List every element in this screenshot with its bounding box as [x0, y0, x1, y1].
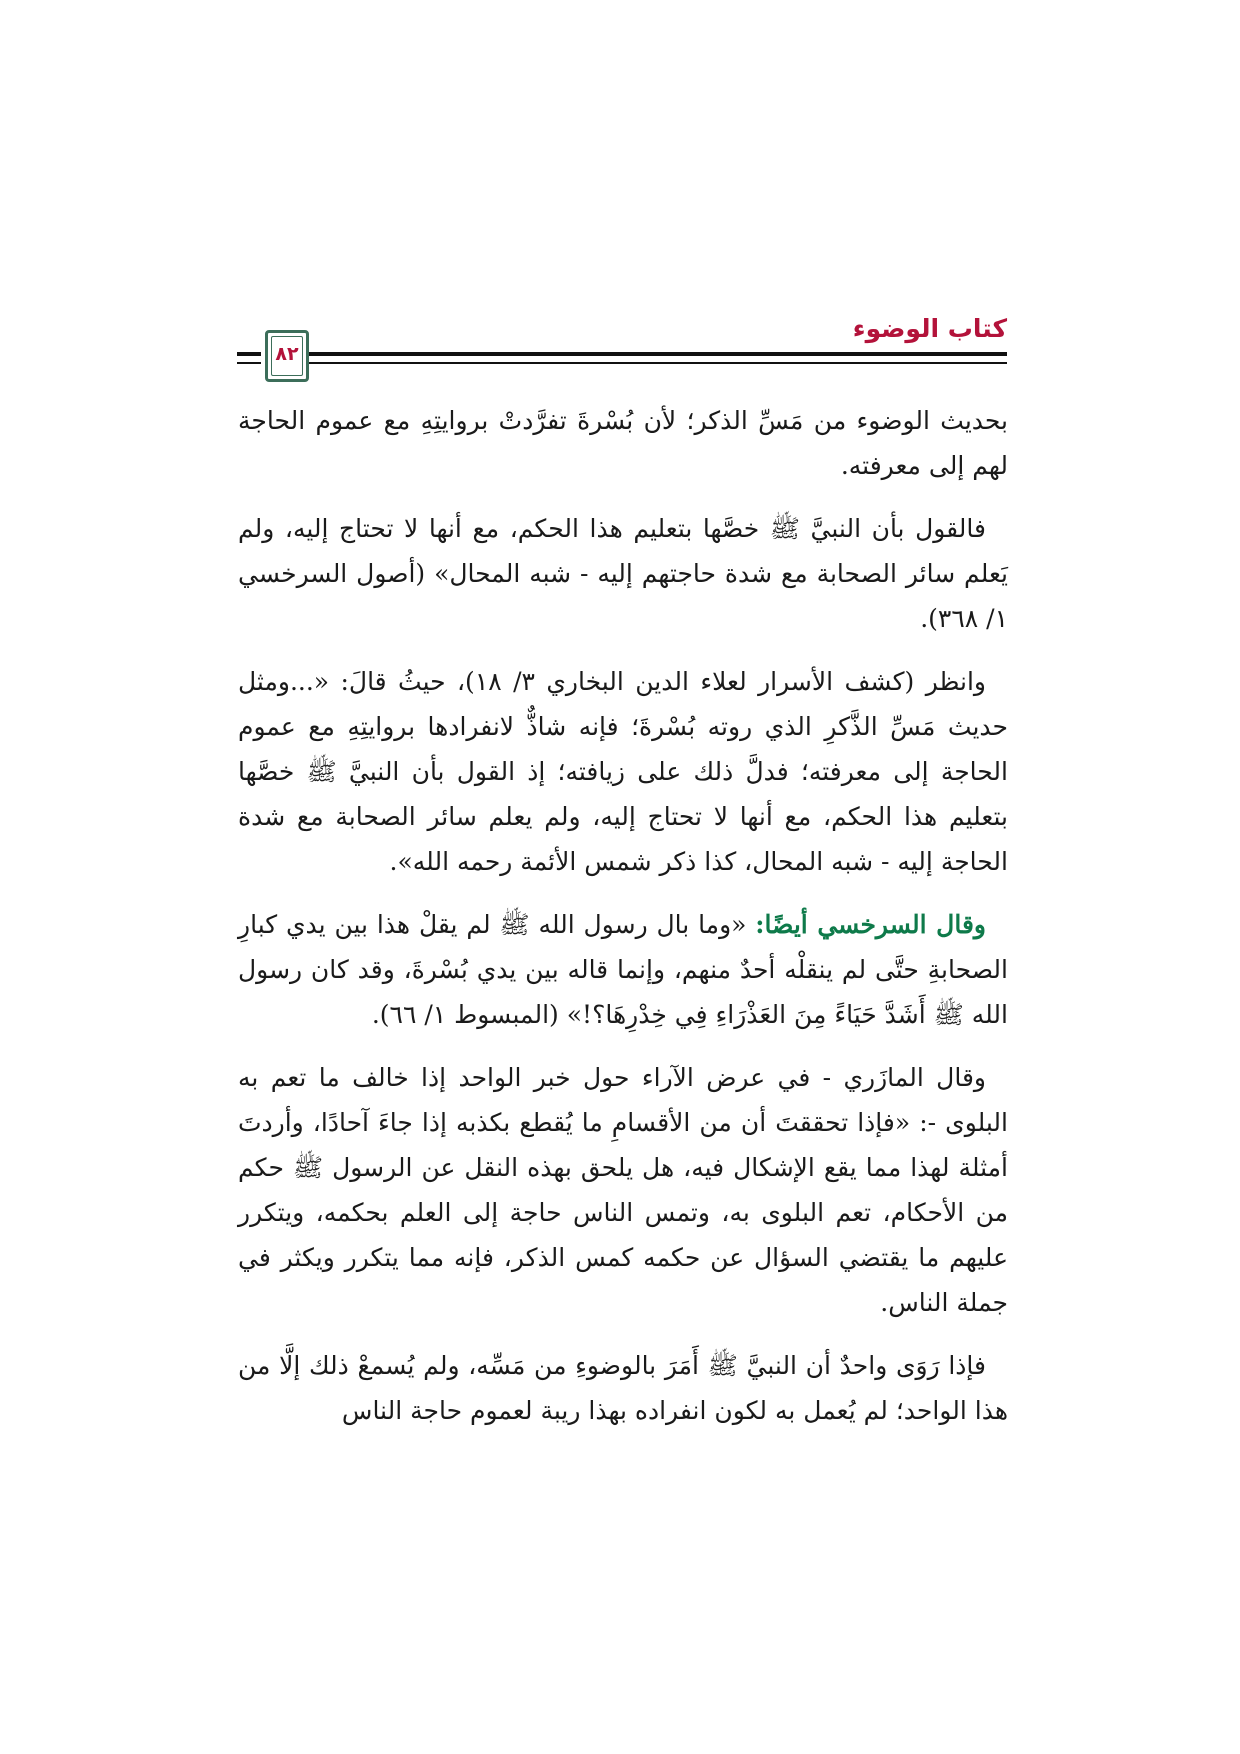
paragraph-3-text: وانظر (كشف الأسرار لعلاء الدين البخاري ٣/ ١٨)، حيثُ قالَ: «...ومثل حديث مَسِّ الذَّكرِ الذي روته بُسْرةَ؛ فإنه شاذٌّ لانفرادها بروايتِهِ مع عموم الحاجة إلى معرفته؛ فدلَّ ذلك على زيافته؛ إذ القول بأن النبيَّ ﷺ خصَّها بتعليم هذا الحكم، مع أنها لا تحتاج إليه، ولم يعلم سائر الصحابة مع شدة الحاجة إليه - شبه المحال، كذا ذكر شمس الأئمة رحمه الله». — [238, 667, 1008, 876]
paragraph-1 — [238, 398, 1008, 488]
paragraph-6 — [238, 1343, 1008, 1433]
header-rule-left-thin — [237, 362, 261, 364]
header-rule-thick — [309, 352, 1007, 356]
paragraph-4 — [238, 902, 1008, 1037]
paragraph-1-text: بحديث الوضوء من مَسِّ الذكر؛ لأن بُسْرةَ تفرَّدتْ بروايتِهِ مع عموم الحاجة لهم إلى معرفته. — [238, 406, 1008, 480]
paragraph-5-text: وقال المازَري - في عرض الآراء حول خبر الواحد إذا خالف ما تعم به البلوى -: «فإذا تحققتَ أن من الأقسامِ ما يُقطع بكذبه إذا جاءَ آحادًا، وأردتَ أمثلة لهذا مما يقع الإشكال فيه، هل يلحق بهذه النقل عن الرسول ﷺ حكم من الأحكام، تعم البلوى به، وتمس الناس حاجة إلى العلم بحكمه، ويتكرر عليهم ما يقتضي السؤال عن حكمه كمس الذكر، فإنه مما يتكرر ويكثر في جملة الناس. — [238, 1063, 1008, 1317]
header-rule-left-thick — [237, 352, 261, 356]
page-header — [237, 312, 1007, 386]
paragraph-2-text: فالقول بأن النبيَّ ﷺ خصَّها بتعليم هذا الحكم، مع أنها لا تحتاج إليه، ولم يَعلم سائر الصحابة مع شدة حاجتهم إليه - شبه المحال» (أصول السرخسي ١/ ٣٦٨). — [238, 514, 1008, 633]
page-body — [238, 398, 1008, 1451]
paragraph-4-text: «وما بال رسول الله ﷺ لم يقلْ هذا بين يدي كبارِ الصحابةِ حتَّى لم ينقلْه أحدٌ منهم، وإنما قاله بين يدي بُسْرةَ، وقد كان رسول الله ﷺ أَشَدَّ حَيَاءً مِنَ العَذْرَاءِ فِي خِدْرِهَا؟!» (المبسوط ١/ ٦٦). — [238, 910, 1008, 1029]
running-header-title: كتاب الوضوء — [852, 314, 1007, 343]
paragraph-5 — [238, 1055, 1008, 1325]
page-number: ٨٢ — [275, 343, 299, 365]
paragraph-4-lead: وقال السرخسي أيضًا: — [755, 910, 986, 939]
paragraph-2 — [238, 506, 1008, 641]
page-number-ornament-frame — [265, 330, 309, 382]
paragraph-6-text: فإذا رَوَى واحدٌ أن النبيَّ ﷺ أَمَرَ بالوضوءِ من مَسِّه، ولم يُسمعْ ذلك إلَّا من هذا الواحد؛ لم يُعمل به لكون انفراده بهذا ريبة لعموم حاجة الناس — [238, 1351, 1008, 1425]
paragraph-3 — [238, 659, 1008, 884]
header-rule-thin — [309, 362, 1007, 364]
